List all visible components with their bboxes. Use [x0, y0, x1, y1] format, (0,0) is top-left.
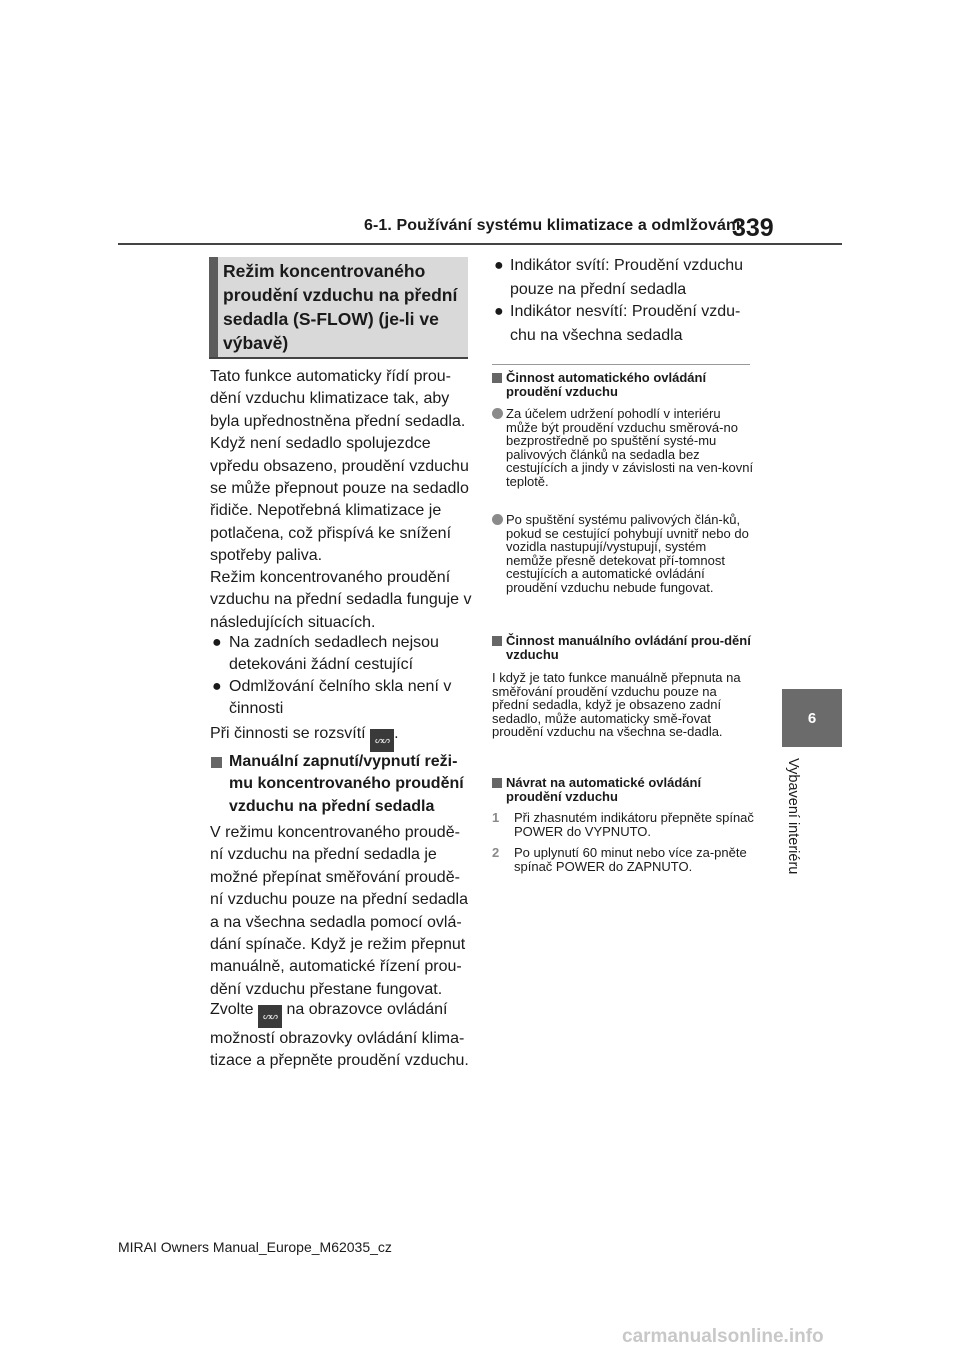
chapter-title: Vybavení interiéru [785, 758, 801, 875]
subheading-manual-control [492, 634, 754, 662]
divider [492, 364, 750, 365]
left-paragraph-3 [210, 723, 472, 752]
square-bullet-icon [492, 373, 502, 383]
section-title: Režim koncentrovaného proudění vzduchu na přední sedadla (S-FLOW) (je-li ve výbavě) [223, 261, 458, 353]
step-text: Po uplynutí 60 minut nebo více za-pněte spínač POWER do ZAPNUTO. [514, 845, 747, 874]
subheading-text: Činnost manuálního ovládání prou-dění vzduchu [506, 633, 751, 662]
section-heading-bar [209, 257, 218, 357]
indicator-text-end: . [394, 725, 399, 742]
step-number: 2 [492, 845, 500, 860]
subheading-text: Činnost automatického ovládání proudění vzduchu [506, 370, 707, 399]
running-header: 6-1. Používání systému klimatizace a odmlžování [364, 217, 741, 234]
right-paragraph: I když je tato funkce manuálně přepnuta na směřování proudění vzduchu pouze na přední sedadla, když je obsazeno zadní sedadlo, může automaticky smě-řovat proudění vzduchu na všechna se-dadla. [492, 670, 741, 740]
step-number: 1 [492, 810, 500, 825]
left-paragraph-2: Režim koncentrovaného proudění vzduchu na přední sedadla funguje v následujících situacích. [210, 569, 472, 631]
indicator-text: Při činnosti se rozsvítí [210, 725, 366, 742]
square-bullet-icon [492, 636, 502, 646]
watermark: carmanualsonline.info [622, 1326, 824, 1347]
circle-bullet-icon [492, 408, 503, 419]
left-paragraph-1: Tato funkce automaticky řídí prou-dění vzduchu klimatizace tak, aby byla upřednostněna přední sedadla. Když není sedadlo spolujezdce vpředu obsazeno, proudění vzduchu se může přepnout pouze na sedadlo řidiče. Nepotřebná klimatizace je potlačena, což přispívá ke snížení spotřeby paliva. [210, 368, 469, 565]
subheading-auto-control [492, 371, 754, 399]
footer: MIRAI Owners Manual_Europe_M62035_cz [118, 1239, 392, 1255]
note-text: Za účelem udržení pohodlí v interiéru může být proudění vzduchu směrová-no bezprostředně po spuštění systé-mu palivových článků na sedadla bez cestujících a jindy v závislosti na ven-kovní teplotě. [506, 406, 754, 489]
list-item-text: Indikátor svítí: Proudění vzduchu pouze na přední sedadla [510, 257, 744, 298]
square-bullet-icon [211, 757, 222, 768]
list-item-text: Odmlžování čelního skla není v činnosti [229, 678, 452, 718]
note-text: Po spuštění systému palivových člán-ků, pokud se cestující pohybují uvnitř nebo do vozidla nastupují/vystupují, systém nemůže přesně detekovat pří-tomnost cestujících a automatické ovládání proudění vzduchu nebude fungovat. [506, 512, 749, 595]
list-item-text: Na zadních sedadlech nejsou detekováni žádní cestující [229, 634, 439, 674]
note-item [492, 513, 754, 595]
list-item [212, 632, 472, 677]
page-number: 339 [732, 214, 774, 242]
section-heading-underline [209, 357, 468, 359]
bullet-dot-icon: ● [212, 678, 222, 695]
step-item [492, 846, 754, 874]
select-text: Zvolte [210, 1001, 254, 1018]
header-rule [118, 243, 842, 245]
circle-bullet-icon [492, 514, 503, 525]
step-item [492, 811, 754, 839]
list-item [212, 676, 472, 721]
left-paragraph-5 [210, 999, 472, 1073]
list-item-text: Indikátor nesvítí: Proudění vzdu-chu na všechna sedadla [510, 303, 741, 344]
subheading-return-auto [492, 776, 754, 804]
subheading-text: Návrat na automatické ovládání proudění vzduchu [506, 775, 702, 804]
select-text-end: na obrazovce ovládání možností obrazovky ovládání klima-tizace a přepněte proudění vzduchu. [210, 1001, 469, 1070]
subheading-text: Manuální zapnutí/vypnutí reži-mu koncentrovaného proudění vzduchu na přední sedadla [229, 753, 464, 815]
left-paragraph-4: V režimu koncentrovaného proudě-ní vzduchu na přední sedadla je možné přepínat směřování proudě-ní vzduchu pouze na přední sedadla a na všechna sedadla pomocí ovlá-dání spínače. Když je režim přepnut manuálně, automatické řízení prou-dění vzduchu přestane fungovat. [210, 824, 468, 998]
step-text: Při zhasnutém indikátoru přepněte spínač POWER do VYPNUTO. [514, 810, 754, 839]
chapter-number: 6 [807, 709, 817, 727]
s-flow-indicator-icon: ᔕᔕ [370, 729, 394, 752]
bullet-dot-icon: ● [494, 303, 504, 320]
bullet-dot-icon: ● [212, 634, 222, 651]
s-flow-button-icon: ᔕᔕ [258, 1005, 282, 1028]
square-bullet-icon [492, 778, 502, 788]
bullet-dot-icon: ● [494, 257, 504, 274]
note-item [492, 407, 754, 489]
subheading-manual [210, 751, 472, 818]
list-item [494, 300, 754, 348]
list-item [494, 254, 754, 302]
chapter-tab-label [779, 758, 809, 908]
chapter-tab [782, 689, 842, 747]
